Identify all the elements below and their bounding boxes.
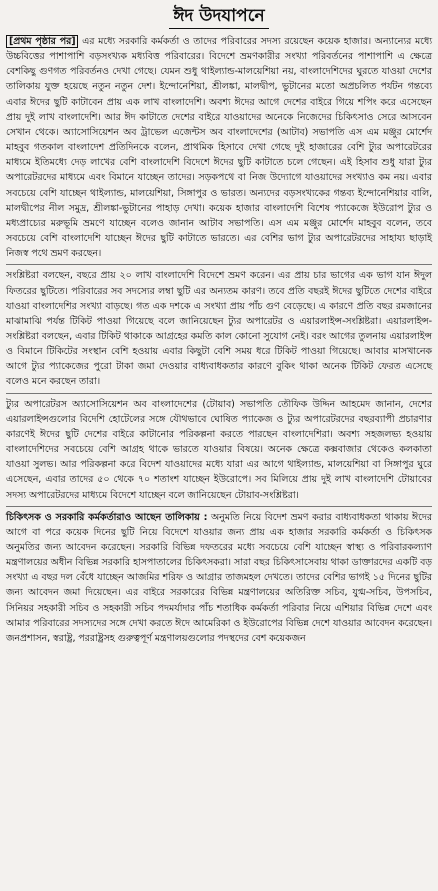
paragraph-3-text: ট্যুর অপারেটরস অ্যাসোসিয়েশন অব বাংলাদেশের (টোয়াব) সভাপতি তৌফিক উদ্দিন আহমেদ জানান, দেশের এয়ারলাইন্সগুলোর বিদেশি হোটেলের সঙ্গে যৌথভাবে ঘোষিত প্যাকেজ ও ট্যুর অপারেটরদের বছরব্যাপী প্রচারণার কারণেই ঈদের ছুটি দেশের বাইরে কাটানোর পরিকল্পনা করতে পারছেন বাংলাদেশিরা। অবশ্য সহজলভ্য হওয়ায় বাংলাদেশিদের সবচেয়ে বেশি আগ্রহ থাকে ভারতে যাওয়ার বিষয়ে। অনেক ক্ষেত্রে কক্সবাজার থেকেও কলকাতা যাওয়া সুলভ। আর পরিকল্পনা করে বিদেশ যাওয়াদের মধ্যে যারা এর আগে থাইল্যান্ড, মালয়েশিয়া বা সিঙ্গাপুর ঘুরে এসেছেন, এবার তাদের ৫০ থেকে ৭০ শতাংশ যাচ্ছেন ইউরোপে। সব মিলিয়ে প্রায় দুই লাখ বাংলাদেশি টোয়াবের সদস্য অপারেটরদের মাধ্যমে বিদেশে যাচ্ছেন বলে জানিয়েছেন টোয়াব-সংশ্লিষ্টরা। — [6, 398, 432, 501]
paragraph-4 — [6, 510, 432, 646]
divider — [6, 393, 432, 394]
headline: ঈদ উদযাপনে — [169, 4, 268, 29]
paragraph-1-text: এর মধ্যে সরকারি কর্মকর্তা ও তাদের পরিবারের সদস্য রয়েছেন কয়েক হাজার। অন্যান্যের মধ্যে উচ্চবিত্তের পাশাপাশি বড়সংখ্যক মধ্যবিত্ত পরিবারের। বিদেশে ভ্রমণকারীর সংখ্যা পরিবর্তনের পাশাপাশি এ ক্ষেত্রে বেশকিছু গুণগত পরিবর্তনও দেখা গেছে। যেমন শুধু থাইল্যান্ড-মালয়েশিয়া নয়, বাংলাদেশিদের ঘুরতে যাওয়া দেশের তালিকায় যুক্ত হয়েছে নতুন নতুন দেশ। ইন্দোনেশিয়া, শ্রীলঙ্কা, মালদ্বীপ, ভুটানের মতো অপ্রচলিত পর্যটন গন্তব্যে এবার ঈদের ছুটি কাটাবেন প্রায় এক লাখ বাংলাদেশি। অবশ্য ঈদের আগে দেশের বাইরে গিয়ে শপিং করে এসেছেন প্রায় দুই লাখ বাংলাদেশি। আর ঈদ কাটাতে দেশের বাইরে যাওয়াদের অনেকে নিজেদের চিকিৎসাও সেরে আসবেন সেখান থেকে। অ্যাসোসিয়েশন অব ট্রাভেল এজেন্টস অব বাংলাদেশের (আটাব) সভাপতি এস এম মঞ্জুর মোর্শেদ মাহবুব গতকাল বাংলাদেশ প্রতিদিনকে বলেন, প্রাথমিক হিসাবে দেখা গেছে দুই হাজারের বেশি ট্যুর অপারেটরের মাধ্যমে ইতিমধ্যে দেড় লাখের বেশি বাংলাদেশি বিদেশে ঈদের ছুটি কাটাতে চলে গেছেন। এই হিসাব শুধু যারা ট্যুর অপারেটরদের মাধ্যমে এবং বিমানে যাচ্ছেন তাদের। সড়কপথে বা নিজ উদ্যোগে যাওয়াদের সংখ্যাও কম নয়। এবার সবচেয়ে বেশি যাচ্ছেন থাইল্যান্ড, মালয়েশিয়া, সিঙ্গাপুর ও ভারত। অন্যদের বড়সংখ্যকের গন্তব্য ইন্দোনেশিয়ার বালি, মালদ্বীপের নীল সমুদ্র, শ্রীলঙ্কা-ভুটানের পাহাড় দেখা। কয়েক হাজার বাংলাদেশি বিশেষ প্যাকেজে ইউরোপ ট্যুর ও মধ্যপ্রাচ্যের মরুভূমি ভ্রমণে যাচ্ছেন বলেও জানান আটাব সভাপতি। এস এম মঞ্জুর মোর্শেদ মাহবুব বলেন, তবে সবচেয়ে বেশি বাংলাদেশি যাচ্ছেন ঈদের ছুটি কাটাতে ভারতে। এর বেশির ভাগ ট্যুর অপারেটরদের সাহায্য ছাড়াই নিজস্ব পথে ভ্রমণ করছেন। — [6, 36, 432, 260]
paragraph-2-text: সংশ্লিষ্টরা বলছেন, বছরে প্রায় ২০ লাখ বাংলাদেশি বিদেশে ভ্রমণ করেন। এর প্রায় চার ভাগের এক ভাগ যান ঈদুল ফিতরের ছুটিতে। পরিবারের সব সদস্যের লম্বা ছুটি এর অন্যতম কারণ। তবে প্রতি বছরই ঈদের ছুটিতে দেশের বাইরে যাওয়া বাংলাদেশির সংখ্যা বাড়ছে। গত এক দশকে এ সংখ্যা প্রায় পাঁচ গুণ বেড়েছে। এ কারণে প্রতি বছর রমজানের মাঝামাঝি পর্যন্ত টিকিট পাওয়া গিয়েছে বলে জানিয়েছেন ট্যুর অপারেটর ও এয়ারলাইন্স-সংশ্লিষ্টরা। এয়ারলাইন্স-সংশ্লিষ্টরা বলছেন, এবার টিকিট থাকাকে আগ্রহের কমতি কাল কোনো সুযোগ নেই। বরং আগের তুলনায় এয়ারলাইন্স ও বিমানে টিকিটের সংস্থান বেশি হওয়ায় এবার কিছুটা বেশি সময় ধরে টিকিট পাওয়া গিয়েছে। আবার মাসখানেক আগে ট্যুর প্যাকেজের পুরো টাকা জমা দেওয়ার বাধ্যবাধকতার কারণে বুকিং থাকা অনেক টিকিট ফেরত এসেছে বলেও মনে করছেন তারা। — [6, 270, 432, 388]
subheading: চিকিৎসক ও সরকারি কর্মকর্তারাও আছেন তালিকায় : — [6, 511, 208, 523]
paragraph-3 — [6, 397, 432, 503]
paragraph-1 — [6, 34, 432, 261]
article-body — [6, 34, 432, 646]
continuation-tag: [প্রথম পৃষ্ঠার পর] — [6, 35, 78, 48]
paragraph-4-text: অনুমতি নিয়ে বিদেশ ভ্রমণ করার বাধ্যবাধকতা থাকায় ঈদের আগে বা পরে কয়েক দিনের ছুটি নিয়ে বিদেশে যাওয়ার জন্য প্রায় এক হাজার সরকারি কর্মকর্তা ও চিকিৎসক অনুমতির জন্য আবেদন করেছেন। সরকারি বিভিন্ন দফতরের মধ্যে সবচেয়ে বেশি যাচ্ছেন স্বাস্থ্য ও পরিবারকল্যাণ মন্ত্রণালয়ের অধীন বিভিন্ন সরকারি হাসপাতালের চিকিৎসকরা। সারা বছর চিকিৎসাসেবায় থাকা ডাক্তারদের একটি বড় সংখ্যা এ বছর দল বেঁধে যাচ্ছেন আজমির শরিফ ও আগ্রার তাজমহল দেখতে। তাদের বেশির ভাগই ১৫ দিনের ছুটির জন্য আবেদন জমা দিয়েছেন। এর বাইরে সরকারের বিভিন্ন মন্ত্রণালয়ের অতিরিক্ত সচিব, যুগ্ম-সচিব, উপসচিব, সিনিয়র সহকারী সচিব ও সহকারী সচিব পদমর্যাদার পাঁচ শতাধিক কর্মকর্তা পরিবার নিয়ে এশিয়ার বিভিন্ন দেশে এবং আমার পরিবারের সদস্যদের সঙ্গে দেখা করতে ঈদে আমেরিকা ও ইউরোপের বিভিন্ন দেশে যাওয়ার আবেদন করেছেন। জনপ্রশাসন, স্বরাষ্ট্র, পররাষ্ট্রসহ গুরুত্বপূর্ণ মন্ত্রণালয়গুলোর পদস্থদের বেশ কয়েকজন — [6, 511, 432, 644]
paragraph-2 — [6, 268, 432, 389]
headline-wrap — [6, 4, 432, 30]
divider — [6, 506, 432, 507]
divider — [6, 264, 432, 265]
